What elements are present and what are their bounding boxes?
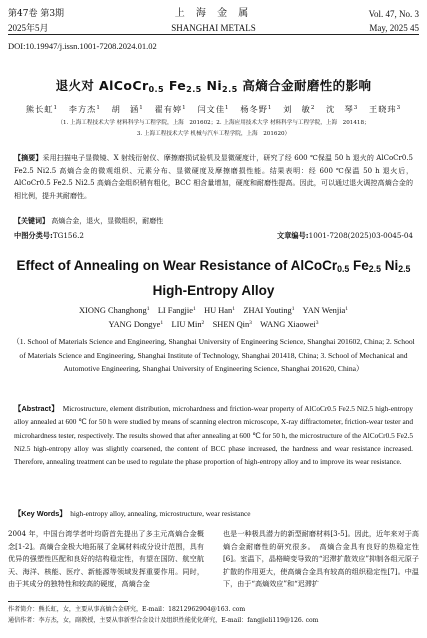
author: 胡 涵$^1$: [111, 104, 144, 114]
abstract-label: 【摘要】: [14, 154, 43, 162]
chinese-abstract: [14, 152, 413, 202]
author: YAN Wenjia$^1$: [302, 306, 348, 315]
running-header: [8, 6, 419, 36]
header-rule: [8, 34, 419, 35]
footnote-corresponding-author: 通信作者：李方杰，女，副教授，主要从事新型合金设计及组织性能优化研究，E-mail：fangjieli119@126. com: [8, 617, 319, 624]
english-authors-line-1: [8, 304, 419, 316]
title-subscript: 0.5: [148, 84, 165, 94]
chinese-authors: [8, 104, 419, 115]
english-title-line-1: Effect of Annealing on Wear Resistance of AlCoCr$_{0.5}$ $Fe_{2.5}$ $Ni_{2.5}$: [16, 258, 411, 274]
abstract-label: 【Abstract】: [14, 404, 59, 413]
title-subscript: 2.5: [186, 84, 202, 94]
journal-name-en: SHANGHAI METALS: [171, 23, 256, 33]
body-column-left: 2004 年，中国台湾学者叶均蔚首先提出了多主元高熵合金概念[1-2]。高熵合金极大地拓展了金属材料成分设计范围，具有优异的强塑性匹配和良好的结构稳定性，有望在国防、航空航天、海洋、核能、医疗、新能源等领域发挥重要作用。同时，由于其成分的独特性和较高的硬度，高熵合金: [8, 529, 204, 589]
keywords-label: 【关键词】: [14, 217, 49, 225]
english-keywords: [14, 509, 413, 519]
title-text: Ni: [201, 78, 223, 93]
clc-label: 中图分类号:: [14, 231, 53, 240]
keywords-label: 【Key Words】: [14, 509, 67, 518]
author: ZHAI Youting$^1$: [243, 306, 295, 315]
author: 王晓玮$^3$: [369, 104, 402, 114]
footnote-rule: [8, 601, 128, 602]
title-text: Fe: [164, 78, 187, 93]
article-number: 文章编号:1001-7208(2025)03-0045-04: [277, 231, 413, 240]
title-text: 退火对 AlCoCr: [55, 78, 149, 93]
english-abstract: [14, 402, 413, 468]
english-authors-line-2: [8, 318, 419, 330]
chinese-title: [8, 76, 419, 94]
volume-issue-en: Vol. 47, No. 3: [368, 9, 419, 19]
english-affiliation: （1. School of Materials Science and Engineering, Shanghai University of Engineering Science, Shanghai 201602, China; 2. School of Materials Science and Engineering, Shanghai Institute of Technology, Shanghai 201418, China; 3. School of Mechanical and Automotive Engineering, Shanghai University of Engineering Science, Shanghai 201620, China）: [12, 337, 415, 373]
keywords-text: high-entropy alloy, annealing, microstructure, wear resistance: [70, 509, 251, 518]
body-column-right: 也是一种极具潜力的新型耐磨材料[3-5]。因此，近年来对于高熵合金耐磨性的研究很多。 高熵合金具有良好的热稳定性[6]。室温下，晶格畸变导致的“迟滞扩散效应”抑制各组元原子扩散的作用更大，使高熵合金具有较高的组织稳定性[7]。中温下，由于“高熵效应”和“迟滞扩: [223, 529, 419, 589]
publication-date: 2025年5月: [8, 23, 49, 33]
classification-line: [14, 231, 413, 241]
volume-issue: 第47卷 第3期: [8, 9, 65, 19]
title-text: 高熵合金耐磨性的影响: [237, 78, 372, 93]
author: 刘 敏$^2$: [283, 104, 316, 114]
author: LI Fangjie$^1$: [157, 306, 196, 315]
author: HU Han$^1$: [204, 306, 235, 315]
english-title: [8, 255, 419, 302]
abstract-text: Microstructure, element distribution, microhardness and friction-wear property of AlCoCr0.5 Fe2.5 Ni2.5 high-entropy alloy annealed at 600 ℃ for 50 h were studied by means of scanning electron microscope, X-ray diffractometer, friction-wear tester and microhardness tester, respectively. The results showed that after annealing at 600 ℃ for 50 h, the microstructure of the AlCoCr0.5 Fe2.5 Ni2.5 high-entropy alloy was slightly coarsened, the content of BCC phase increased, the hardness and wear resistance increased. Therefore, annealing treatment can be used to regulate the phase proportion of high-entropy alloy and to improve its wear resistance.: [14, 404, 413, 467]
author: 杨冬野$^1$: [240, 104, 273, 114]
author: 闫文佳$^1$: [197, 104, 230, 114]
author: LIU Min$^2$: [171, 320, 205, 329]
english-title-line-2: High-Entropy Alloy: [152, 283, 275, 298]
author: YANG Dongye$^1$: [108, 320, 164, 329]
clc-value: TG156.2: [52, 231, 84, 240]
journal-name-cn: 上 海 金 属: [174, 8, 253, 19]
title-subscript: 2.5: [222, 84, 238, 94]
author: 翟有婷$^1$: [154, 104, 187, 114]
abstract-text: 采用扫描电子显微镜、X 射线衍射仪、摩擦磨损试验机及显微硬度计，研究了经 600 ℃保温 50 h 退火的 AlCoCr0.5 Fe2.5 Ni2.5 高熵合金的微观组织、元素分布、显微硬度及摩擦磨损性能。结果表明：经 600 ℃保温 50 h 退火后，AlCoCr0.5 Fe2.5 Ni2.5 高熵合金组织稍有粗化，BCC 相含量增加，硬度和耐磨性提高。因此，可以通过退火调控高熵合金的相比例，提升其耐磨性。: [14, 154, 413, 200]
keywords-text: 高熵合金，退火，显微组织，耐磨性: [51, 217, 164, 225]
chinese-affiliation-2: 3. 上海工程技术大学 机械与汽车工程学院，上海 201620）: [136, 131, 291, 137]
footnote-author-info: 作者简介：熊长虹，女，主要从事高熵合金研究，E-mail：18212962904@163. com: [8, 606, 246, 613]
chinese-affiliation-1: （1. 上海工程技术大学 材料科学与工程学院，上海 201602；2. 上海应用技术大学 材料科学与工程学院，上海 201418；: [57, 120, 370, 126]
chinese-keywords: [14, 216, 413, 226]
author: 熊长虹$^1$: [25, 104, 58, 114]
author: 李方杰$^1$: [68, 104, 101, 114]
date-page-en: May, 2025 45: [369, 23, 419, 33]
author: XIONG Changhong$^1$: [78, 306, 150, 315]
author: WANG Xiaowei$^3$: [260, 320, 319, 329]
doi-line: DOI:10.19947/j.issn.1001-7208.2024.01.02: [8, 41, 157, 51]
author: SHEN Qin$^3$: [212, 320, 252, 329]
author: 沈 琴$^3$: [326, 104, 359, 114]
